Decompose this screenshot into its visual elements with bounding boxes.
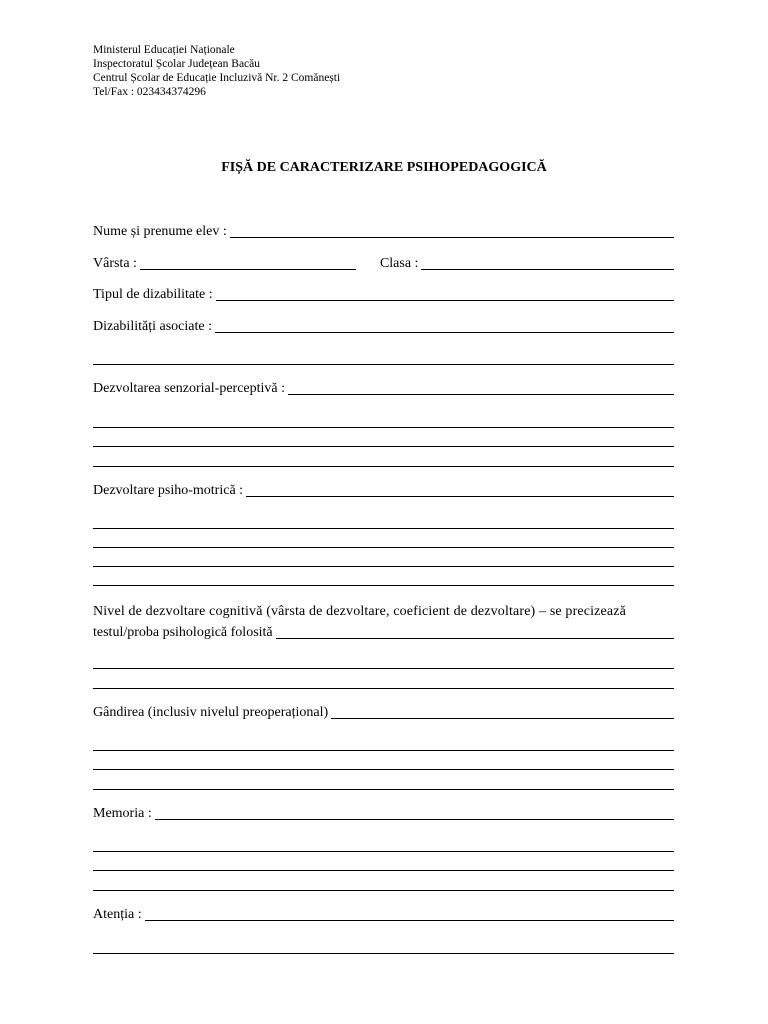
field-memoria-label: Memoria : [93,806,152,821]
field-memoria-line[interactable] [155,806,674,820]
field-asociate [93,319,674,335]
field-tipul-line[interactable] [216,287,674,301]
field-senzorial [93,381,674,397]
field-cognitiva-label-2: testul/proba psihologică folosită [93,625,273,640]
field-clasa-label: Clasa : [379,256,419,271]
field-tipul [93,287,674,303]
field-varsta-line[interactable] [140,256,356,270]
header-school: Centrul Școlar de Educație Incluzivă Nr. 2 Comănești [93,72,341,84]
field-tipul-label: Tipul de dizabilitate : [93,287,213,302]
field-gandirea-label: Gândirea (inclusiv nivelul preoperațional) [93,705,329,720]
blank-line[interactable] [93,427,674,428]
blank-line[interactable] [93,585,674,586]
field-varsta-clasa [93,256,674,272]
field-gandirea [93,705,674,721]
blank-line[interactable] [93,364,674,365]
institution-header [93,43,340,99]
field-asociate-line[interactable] [215,319,674,333]
field-psihomotrica-line[interactable] [246,483,674,497]
field-psihomotrica-label: Dezvoltare psiho-motrică : [93,483,244,498]
blank-line[interactable] [93,890,674,891]
field-cognitiva-label: Nivel de dezvoltare cognitivă (vârsta de dezvoltare, coeficient de dezvoltare) – se precizează [93,604,626,619]
field-atentia-line[interactable] [145,907,674,921]
field-memoria [93,806,674,822]
blank-line[interactable] [93,769,674,770]
blank-line[interactable] [93,953,674,954]
form-title: FIȘĂ DE CARACTERIZARE PSIHOPEDAGOGICĂ [221,160,547,175]
blank-line[interactable] [93,870,674,871]
field-atentia-label: Atenția : [93,907,142,922]
blank-line[interactable] [93,688,674,689]
field-nume [93,224,674,240]
blank-line[interactable] [93,750,674,751]
field-clasa-line[interactable] [421,256,674,270]
field-cognitiva [93,601,674,643]
field-gandirea-line[interactable] [331,705,674,719]
field-nume-line[interactable] [230,224,674,238]
header-ministry: Ministerul Educației Naționale [93,44,235,56]
field-atentia [93,907,674,923]
field-varsta-label: Vârsta : [93,256,137,271]
field-senzorial-label: Dezvoltarea senzorial-perceptivă : [93,381,286,396]
blank-line[interactable] [93,789,674,790]
field-cognitiva-line[interactable] [276,625,674,639]
field-asociate-label: Dizabilități asociate : [93,319,212,334]
field-psihomotrica [93,483,674,499]
header-phone: Tel/Fax : 023434374296 [93,86,206,98]
header-inspectorate: Inspectoratul Școlar Județean Bacău [93,58,261,70]
blank-line[interactable] [93,547,674,548]
blank-line[interactable] [93,668,674,669]
blank-line[interactable] [93,466,674,467]
blank-line[interactable] [93,851,674,852]
blank-line[interactable] [93,528,674,529]
blank-line[interactable] [93,446,674,447]
blank-line[interactable] [93,566,674,567]
field-nume-label: Nume și prenume elev : [93,224,227,239]
field-senzorial-line[interactable] [288,381,674,395]
